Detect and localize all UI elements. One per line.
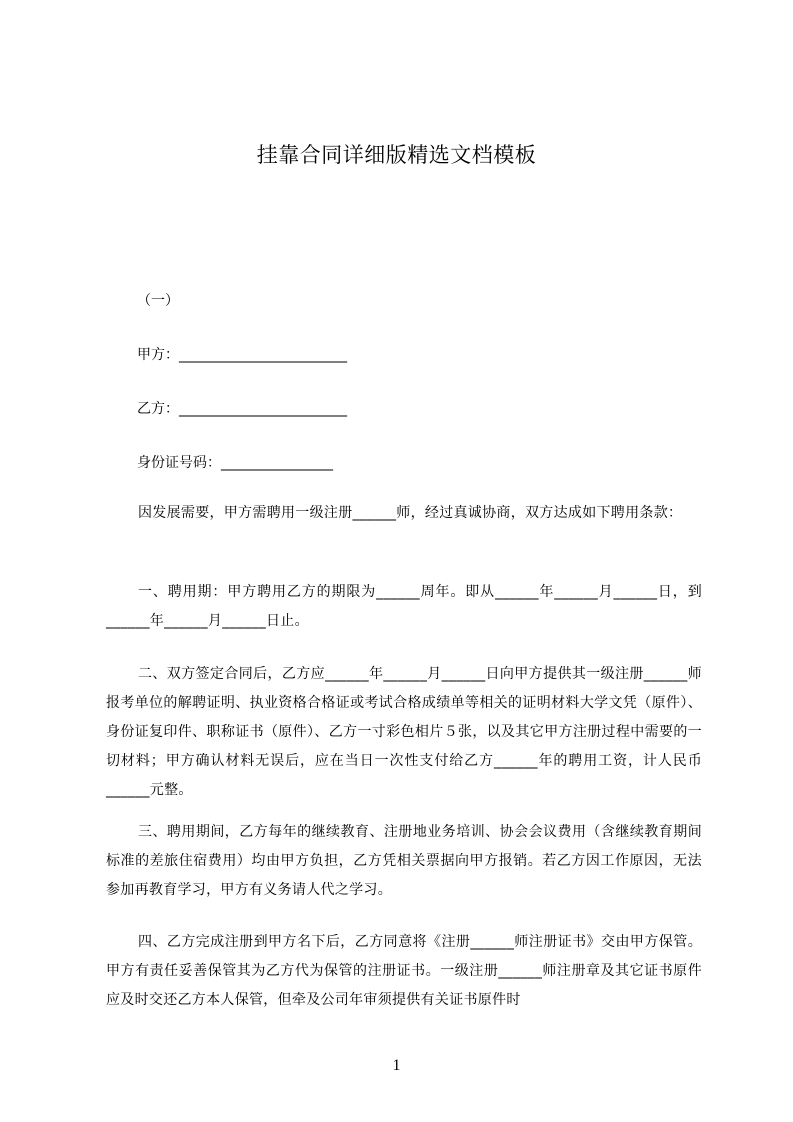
clause-2-paragraph: 二、双方签定合同后，乙方应______年______月______日向甲方提供其一级注册______师报考单位的解聘证明、执业资格合格证或考试合格成绩单等相关的证明材料大学文凭（原件）、身份证复印件、职称证书（原件）、乙方一寸彩色相片５张，以及其它甲方注册过程中需要的一切材料；甲方确认材料无误后，应在当日一次性支付给乙方______年的聘用工资，计人民币______元整。 xyxy=(106,666,702,798)
section-marker: （一） xyxy=(137,293,179,309)
clause-3-paragraph: 三、聘用期间，乙方每年的继续教育、注册地业务培训、协会会议费用（含继续教育期间标准的差旅住宿费用）均由甲方负担，乙方凭相关票据向甲方报销。若乙方因工作原因，无法参加再教育学习，甲方有义务请人代之学习。 xyxy=(106,824,702,898)
clause-4-paragraph: 四、乙方完成注册到甲方名下后，乙方同意将《注册______师注册证书》交由甲方保管。甲方有责任妥善保管其为乙方代为保管的注册证书。一级注册______师注册章及其它证书原件应及时交还乙方本人保管，但牵及公司年审须提供有关证书原件时 xyxy=(106,934,702,1008)
page-number: 1 xyxy=(392,1057,401,1074)
id-number-field: 身份证号码：________________ xyxy=(137,455,333,471)
party-b-field: 乙方：________________________ xyxy=(137,401,347,417)
clause-1-paragraph: 一、聘用期：甲方聘用乙方的期限为______周年。即从______年______月______日，到______年______月______日止。 xyxy=(106,584,702,629)
party-a-field: 甲方：________________________ xyxy=(137,347,347,363)
document-title: 挂靠合同详细版精选文档模板 xyxy=(256,143,537,167)
intro-paragraph: 因发展需要，甲方需聘用一级注册______师，经过真诚协商，双方达成如下聘用条款： xyxy=(138,505,683,521)
